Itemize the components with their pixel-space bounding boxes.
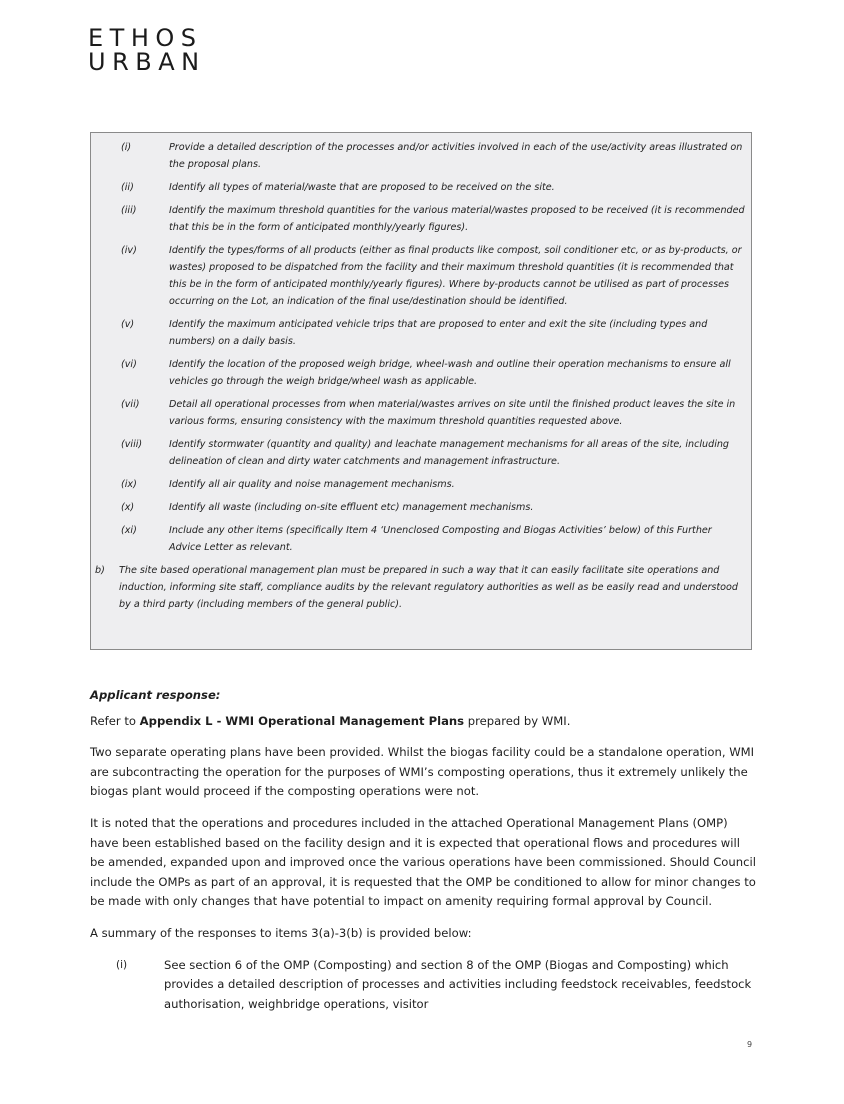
advice-item bbox=[91, 436, 745, 470]
response-paragraph-1: Two separate operating plans have been provided. Whilst the biogas facility could be a standalone operation, WMI are subcontracting the operation for the purposes of WMI’s composting operations, thus it extremely unlikely the biogas plant would proceed if the composting operations were not. bbox=[90, 745, 755, 799]
advice-item-text: Identify all types of material/waste that are proposed to be received on the site. bbox=[169, 182, 555, 193]
advice-item-text: Provide a detailed description of the processes and/or activities involved in each of the use/activity areas illustrated on the proposal plans. bbox=[169, 142, 743, 170]
company-logo bbox=[88, 26, 206, 74]
council-advice-box bbox=[90, 132, 752, 650]
advice-item bbox=[91, 499, 745, 516]
appendix-title: Appendix L - WMI Operational Management Plans bbox=[139, 713, 465, 728]
advice-item-text: Include any other items (specifically Item 4 ‘Unenclosed Composting and Biogas Activities’ below) of this Further Advice Letter as relevant. bbox=[169, 525, 712, 553]
advice-item-b bbox=[91, 562, 745, 613]
advice-item bbox=[91, 316, 745, 350]
advice-item bbox=[91, 396, 745, 430]
logo-line-1: ETHOS bbox=[88, 24, 203, 52]
response-paragraph-3: A summary of the responses to items 3(a)-3(b) is provided below: bbox=[90, 925, 472, 940]
advice-item-b-number: b) bbox=[95, 565, 105, 576]
advice-item-number: (vii) bbox=[121, 399, 140, 410]
advice-item-number: (ii) bbox=[121, 182, 134, 193]
page-number: 9 bbox=[747, 1040, 753, 1049]
advice-item bbox=[91, 242, 745, 310]
advice-item-b-text: The site based operational management plan must be prepared in such a way that it can easily facilitate site operations and induction, informing site staff, compliance audits by the relevant regulatory authorities as well as be easily read and understood by a third party (including members of the general public). bbox=[119, 565, 739, 610]
advice-item-number: (iv) bbox=[121, 245, 137, 256]
reference-suffix: prepared by WMI. bbox=[464, 713, 571, 728]
advice-item bbox=[91, 522, 745, 556]
appendix-reference bbox=[90, 712, 756, 732]
logo-line-2: URBAN bbox=[88, 48, 206, 76]
advice-item bbox=[91, 356, 745, 390]
advice-item-text: Identify the maximum threshold quantities for the various material/wastes proposed to be received (it is recommended that this be in the form of anticipated monthly/yearly figures). bbox=[169, 205, 745, 233]
response-item bbox=[90, 956, 756, 1015]
advice-item-number: (vi) bbox=[121, 359, 137, 370]
advice-item bbox=[91, 202, 745, 236]
response-item-text: See section 6 of the OMP (Composting) and section 8 of the OMP (Biogas and Composting) which provides a detailed description of processes and activities including feedstock receivables, feedstock authorisation, weighbridge operations, visitor bbox=[164, 957, 752, 1011]
advice-item-text: Identify all waste (including on-site effluent etc) management mechanisms. bbox=[169, 502, 534, 513]
advice-item-text: Detail all operational processes from when material/wastes arrives on site until the finished product leaves the site in various forms, ensuring consistency with the maximum threshold quantities requested above. bbox=[169, 399, 736, 427]
advice-item-text: Identify the types/forms of all products (either as final products like compost, soil conditioner etc, or as by-products, or wastes) proposed to be dispatched from the facility and their maximum threshold quantities (it is recommended that this be in the form of anticipated monthly/yearly figures). Where by-products cannot be utilised as part of processes occurring on the Lot, an indication of the final use/destination should be identified. bbox=[169, 245, 742, 307]
advice-item bbox=[91, 179, 745, 196]
advice-item bbox=[91, 476, 745, 493]
response-heading: Applicant response: bbox=[90, 688, 221, 702]
reference-prefix: Refer to bbox=[90, 713, 140, 728]
advice-item-number: (iii) bbox=[121, 205, 137, 216]
advice-item-text: Identify the location of the proposed weigh bridge, wheel-wash and outline their operation mechanisms to ensure all vehicles go through the weigh bridge/wheel wash as applicable. bbox=[169, 359, 731, 387]
advice-item bbox=[91, 139, 745, 173]
advice-item-text: Identify all air quality and noise management mechanisms. bbox=[169, 479, 455, 490]
advice-item-number: (x) bbox=[121, 502, 135, 513]
advice-item-text: Identify stormwater (quantity and quality) and leachate management mechanisms for all areas of the site, including delineation of clean and dirty water catchments and management infrastructure. bbox=[169, 439, 730, 467]
advice-item-text: Identify the maximum anticipated vehicle trips that are proposed to enter and exit the site (including types and numbers) on a daily basis. bbox=[169, 319, 708, 347]
response-paragraph-2: It is noted that the operations and procedures included in the attached Operational Management Plans (OMP) have been established based on the facility design and it is expected that operational flows and procedures will be amended, expanded upon and improved once the various operations have been commissioned. Should Council include the OMPs as part of an approval, it is requested that the OMP be conditioned to allow for minor changes to be made with only changes that have potential to impact on amenity requiring formal approval by Council. bbox=[90, 815, 756, 909]
advice-item-number: (v) bbox=[121, 319, 135, 330]
applicant-response bbox=[90, 686, 756, 1014]
advice-item-number: (viii) bbox=[121, 439, 143, 450]
advice-item-number: (xi) bbox=[121, 525, 137, 536]
advice-item-number: (i) bbox=[121, 142, 132, 153]
advice-item-number: (ix) bbox=[121, 479, 137, 490]
response-item-number: (i) bbox=[116, 958, 128, 971]
